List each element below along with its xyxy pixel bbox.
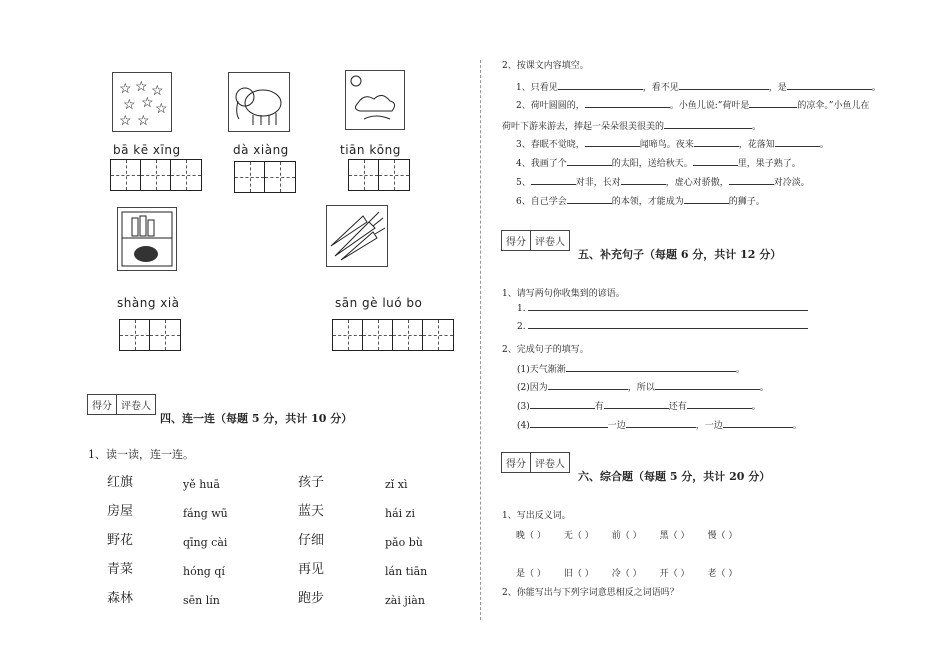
antonym-row-1 [516, 528, 737, 541]
pinyin-col-4 [385, 470, 427, 615]
section-6-title: 六、综合题（每题 5 分，共计 20 分） [578, 470, 771, 483]
score-label: 得分 [502, 231, 531, 250]
text: 的太阳，送给秋天。 [611, 159, 693, 169]
reviewer-label: 评卷人 [121, 401, 151, 412]
text: ，虚心对骄傲， [665, 178, 729, 188]
word[interactable]: 红旗 [107, 475, 134, 490]
fill-line-3 [516, 137, 829, 150]
carrots-picture [326, 205, 388, 267]
text: 的狮子。 [728, 197, 765, 207]
text: 有 [594, 402, 604, 412]
pinyin[interactable]: fáng wū [183, 507, 228, 520]
svg-text:☆: ☆ [119, 81, 132, 97]
pinyin-5: sān gè luó bo [335, 296, 423, 310]
fill-line-2 [516, 98, 870, 111]
fill-line-1 [516, 80, 881, 93]
text: ，花落知 [738, 140, 775, 150]
text: 荷叶下游来游去，捧起一朵朵很美很美的 [502, 122, 665, 132]
pinyin-2: dà xiàng [233, 143, 289, 157]
stars-picture [112, 72, 172, 132]
num: 6、 [516, 197, 531, 207]
antonym-item[interactable]: 晚（ ） [516, 531, 546, 541]
proverb-line-1 [517, 304, 808, 314]
shelf-picture [117, 207, 177, 271]
antonym-item[interactable]: 无（ ） [563, 531, 594, 541]
score-box-6 [501, 452, 570, 473]
sentence-3 [517, 399, 761, 412]
pinyin[interactable]: zǐ xì [385, 478, 408, 491]
word[interactable]: 孩子 [298, 475, 325, 490]
word-col-3 [298, 468, 324, 613]
fill-line-6 [516, 194, 765, 207]
fill-line-2b [502, 119, 761, 132]
pinyin[interactable]: yě huā [183, 478, 220, 491]
word[interactable]: 跑步 [298, 591, 325, 606]
pinyin[interactable]: lán tiān [385, 565, 428, 578]
text: 。 [752, 122, 762, 132]
writing-grid-4[interactable] [119, 319, 181, 351]
text: 荷叶圆圆的， [530, 101, 585, 111]
elephant-picture [228, 72, 290, 132]
pinyin[interactable]: zài jiàn [385, 594, 425, 607]
carrot-icon [327, 206, 387, 266]
antonym-item[interactable]: 开（ ） [659, 569, 690, 579]
fill-line-4 [516, 156, 801, 169]
word[interactable]: 仔细 [298, 533, 325, 548]
blank[interactable] [664, 128, 752, 129]
score-box-4 [87, 394, 156, 415]
text: 的凉伞。”小鱼儿在 [797, 101, 870, 111]
cloud-icon [346, 71, 404, 129]
text: (4) [517, 421, 530, 431]
stars-icon [113, 73, 171, 131]
antonym-item[interactable]: 老（ ） [707, 569, 738, 579]
pinyin[interactable]: qīng cài [183, 536, 228, 549]
svg-text:☆: ☆ [151, 83, 164, 99]
word[interactable]: 青菜 [107, 562, 134, 577]
text: 。 [871, 83, 881, 93]
svg-text:☆: ☆ [123, 97, 136, 113]
text: 一边 [607, 421, 626, 431]
blank[interactable] [621, 184, 666, 185]
text: ，看不见 [642, 83, 679, 93]
text: 对非，长对 [575, 178, 621, 188]
antonym-item[interactable]: 冷（ ） [611, 569, 642, 579]
blank[interactable] [558, 89, 643, 90]
section-5-title: 五、补充句子（每题 6 分，共计 12 分） [578, 248, 782, 261]
text: ，是 [768, 83, 787, 93]
blank[interactable] [585, 146, 640, 147]
blank[interactable] [585, 107, 670, 108]
sentence-1 [517, 362, 745, 375]
antonym-item[interactable]: 慢（ ） [707, 531, 738, 541]
text: 闻啼鸟。夜来 [639, 140, 694, 150]
text: 。 [735, 365, 745, 375]
pinyin[interactable]: hái zi [385, 507, 415, 520]
score-label: 得分 [502, 453, 531, 472]
writing-grid-3[interactable] [348, 159, 410, 191]
blank[interactable] [723, 427, 793, 428]
score-box-5 [501, 230, 570, 251]
blank[interactable] [531, 184, 576, 185]
section-5-q2: 2、完成句子的填写。 [502, 345, 589, 355]
section-4-q1: 1、读一读，连一连。 [88, 448, 194, 461]
blank[interactable] [528, 310, 808, 311]
num: 2、 [516, 101, 531, 111]
blank[interactable] [684, 203, 729, 204]
blank[interactable] [655, 389, 760, 390]
text: 只看见 [530, 83, 558, 93]
word-col-1 [107, 468, 133, 613]
text: 里，果子熟了。 [737, 159, 801, 169]
reviewer-label: 评卷人 [535, 459, 565, 470]
text: 自己学会 [530, 197, 567, 207]
proverb-line-2 [517, 322, 808, 332]
antonym-item[interactable]: 前（ ） [611, 531, 642, 541]
text: (3) [517, 402, 530, 412]
writing-grid-1[interactable] [110, 159, 202, 191]
writing-grid-2[interactable] [234, 161, 296, 193]
sentence-4 [517, 418, 802, 431]
blank[interactable] [787, 89, 872, 90]
text: 对冷淡。 [773, 178, 810, 188]
text: ，一边 [695, 421, 723, 431]
blank[interactable] [548, 389, 628, 390]
word[interactable]: 房屋 [107, 504, 134, 519]
writing-grid-5[interactable] [332, 319, 454, 351]
blank[interactable] [528, 328, 808, 329]
reviewer-label: 评卷人 [535, 237, 565, 248]
score-label: 得分 [88, 395, 117, 414]
word[interactable]: 森林 [107, 591, 134, 606]
sentence-2 [517, 380, 769, 393]
pinyin-col-2 [183, 470, 228, 615]
text: 我画了个 [530, 159, 567, 169]
q2-heading: 2、按课文内容填空。 [502, 61, 589, 71]
pinyin-4: shàng xià [117, 296, 180, 310]
blank[interactable] [626, 427, 696, 428]
word[interactable]: 再见 [298, 562, 325, 577]
num: 2. [517, 322, 526, 332]
text: 。 [759, 383, 769, 393]
blank[interactable] [530, 408, 595, 409]
sky-picture [345, 70, 405, 130]
blank[interactable] [567, 165, 612, 166]
column-divider [480, 60, 481, 620]
word[interactable]: 蓝天 [298, 504, 325, 519]
blank[interactable] [687, 408, 752, 409]
text: 。小鱼儿说: [669, 101, 718, 111]
svg-text:☆: ☆ [135, 79, 148, 95]
blank[interactable] [679, 89, 769, 90]
section-5-q1: 1、请写两句你收集到的谚语。 [502, 289, 625, 299]
svg-text:☆: ☆ [155, 101, 168, 117]
pinyin-3: tiān kōng [340, 143, 401, 157]
text: 。 [792, 421, 802, 431]
blank[interactable] [604, 408, 669, 409]
svg-text:☆: ☆ [137, 113, 150, 129]
num: 1. [517, 304, 526, 314]
elephant-icon [229, 73, 289, 131]
text: 春眠不觉晓， [530, 140, 585, 150]
svg-text:☆: ☆ [141, 95, 154, 111]
blank[interactable] [775, 146, 820, 147]
svg-text:☆: ☆ [119, 113, 132, 129]
blank[interactable] [694, 146, 739, 147]
antonym-item[interactable]: 旧（ ） [563, 569, 594, 579]
pinyin[interactable]: pǎo bù [385, 536, 423, 549]
blank[interactable] [693, 165, 738, 166]
blank[interactable] [530, 427, 608, 428]
num: 4、 [516, 159, 531, 169]
text: 。 [819, 140, 829, 150]
text: ”荷叶是 [717, 101, 750, 111]
blank[interactable] [749, 107, 797, 108]
blank[interactable] [729, 184, 774, 185]
antonym-item[interactable]: 黑（ ） [659, 531, 690, 541]
text: 。 [751, 402, 761, 412]
antonym-row-2 [516, 566, 737, 579]
section-6-q1: 1、写出反义词。 [502, 511, 571, 521]
num: 5、 [516, 178, 531, 188]
text: (1)天气渐渐 [517, 365, 566, 375]
num: 3、 [516, 140, 531, 150]
section-6-q2: 2、你能写出与下列字词意思相反之词语吗？ [502, 588, 679, 598]
num: 1、 [516, 83, 531, 93]
text: (2)因为 [517, 383, 548, 393]
pinyin[interactable]: hóng qí [183, 565, 225, 578]
text: 还有 [668, 402, 687, 412]
shelf-icon [118, 208, 176, 270]
pinyin[interactable]: sēn lín [183, 594, 220, 607]
word[interactable]: 野花 [107, 533, 134, 548]
fill-line-5 [516, 175, 810, 188]
section-4-title: 四、连一连（每题 5 分，共计 10 分） [160, 412, 353, 425]
blank[interactable] [566, 371, 736, 372]
text: ，所以 [627, 383, 655, 393]
pinyin-1: bā kē xīng [113, 143, 181, 157]
text: 的本领，才能成为 [611, 197, 684, 207]
blank[interactable] [567, 203, 612, 204]
antonym-item[interactable]: 是（ ） [516, 569, 546, 579]
